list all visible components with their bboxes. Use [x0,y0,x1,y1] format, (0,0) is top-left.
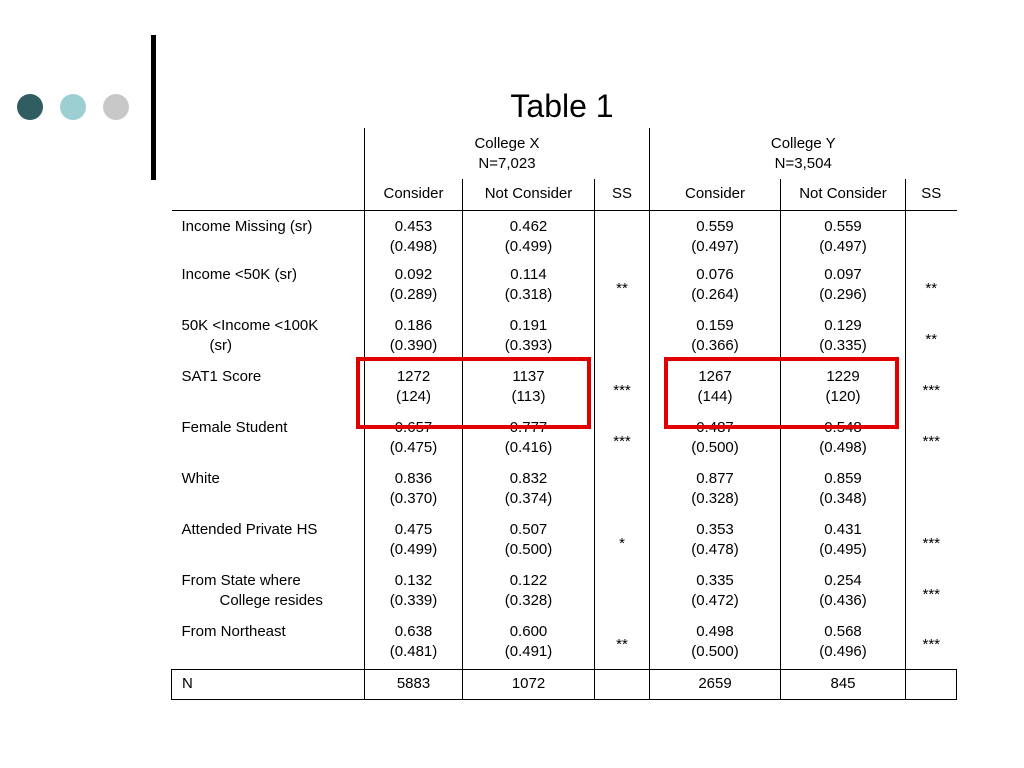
y-not-consider-value: 1229 [826,368,860,385]
row-label [172,312,365,363]
row-label-line1: White [181,470,220,487]
college-y-header [650,128,957,179]
y-not-consider-value: 0.254 [824,572,862,589]
row-label-line1: 50K <Income <100K [181,317,319,334]
y-consider-value: 0.159 [696,317,734,334]
cell-x-ss [595,567,650,618]
x-consider-value: 0.836 [394,470,433,487]
table-row [172,261,957,312]
x-not-consider-sd: (0.393) [504,337,553,354]
x-consider-value: 0.186 [394,317,433,334]
x-consider-value: 1272 [396,368,431,385]
x-consider-sd: (0.475) [389,439,438,456]
row-label-line1: Attended Private HS [181,521,318,538]
x-consider-sd: (0.499) [389,541,438,558]
cell-y-ss: ** [906,261,957,312]
cell-x-not-consider [463,465,595,516]
cell-y-consider [650,261,781,312]
cell-x-consider [365,465,463,516]
row-label-line1: Income Missing (sr) [181,217,313,235]
x-consider-sd: (0.339) [389,592,438,609]
x-not-consider-sd: (113) [511,388,546,405]
y-consider-value: 0.335 [696,572,734,589]
x-consider-value: 0.453 [394,217,433,235]
subheader-x-ss: SS [595,179,650,210]
x-consider-value: 0.092 [394,266,433,283]
subheader-y-not-consider: Not Consider [781,179,906,210]
row-label [172,465,365,516]
row-label [172,210,365,261]
y-consider-sd: (0.478) [691,541,739,558]
subheader-x-consider: Consider [365,179,463,210]
x-not-consider-value: 1137 [512,368,545,385]
x-not-consider-value: 0.122 [509,572,548,589]
n-x-not-consider: 1072 [463,669,595,699]
cell-x-not-consider [463,618,595,669]
cell-x-consider [365,261,463,312]
x-consider-sd: (0.289) [389,286,438,303]
y-not-consider-sd: (0.495) [819,541,867,558]
x-not-consider-sd: (0.328) [504,592,553,609]
cell-y-ss: *** [906,414,957,465]
x-not-consider-sd: (0.491) [504,643,553,660]
cell-y-not-consider [781,567,906,618]
cell-x-not-consider [463,312,595,363]
y-consider-value: 0.076 [696,266,734,283]
row-label-line2: College resides [219,592,323,609]
subheader-x-not-consider: Not Consider [463,179,595,210]
y-consider-sd: (0.497) [691,237,739,255]
cell-x-consider [365,312,463,363]
y-not-consider-sd: (0.496) [819,643,867,660]
x-consider-sd: (0.481) [389,643,438,660]
row-label [172,261,365,312]
cell-y-not-consider [781,465,906,516]
college-y-name: College Y [770,135,836,152]
row-label [172,618,365,669]
cell-y-not-consider [781,312,906,363]
row-label-line1: From Northeast [181,623,286,640]
y-not-consider-value: 0.431 [824,521,862,538]
x-consider-sd: (124) [395,388,432,405]
x-not-consider-sd: (0.416) [504,439,553,456]
cell-y-not-consider [781,261,906,312]
subheader-y-consider: Consider [650,179,781,210]
cell-x-not-consider [463,261,595,312]
x-consider-sd: (0.370) [389,490,438,507]
n-x-consider: 5883 [365,669,463,699]
cell-y-ss: *** [906,516,957,567]
college-x-header [365,128,650,179]
y-consider-value: 0.559 [696,217,734,235]
row-label [172,516,365,567]
highlight-box-college-x-sat [356,357,591,429]
y-not-consider-sd: (120) [825,388,861,405]
cell-x-ss: *** [595,363,650,414]
table-row [172,210,957,261]
x-consider-value: 0.638 [394,623,433,640]
x-not-consider-sd: (0.318) [504,286,553,303]
y-not-consider-value: 0.097 [824,266,862,283]
y-consider-sd: (0.472) [691,592,739,609]
row-label-line1: From State where [181,572,301,589]
y-consider-sd: (0.264) [691,286,739,303]
cell-y-consider [650,567,781,618]
y-consider-value: 0.353 [696,521,734,538]
y-consider-value: 1267 [698,368,732,385]
cell-x-consider [365,210,463,261]
y-not-consider-value: 0.548 [824,419,862,436]
row-label [172,567,365,618]
x-not-consider-value: 0.114 [510,266,547,283]
table-row-n [172,669,957,699]
cell-y-consider [650,312,781,363]
cell-x-ss: ** [595,261,650,312]
header-row-college [172,128,957,179]
y-not-consider-value: 0.559 [824,217,862,235]
cell-x-not-consider [463,516,595,567]
cell-x-ss: * [595,516,650,567]
y-consider-value: 0.498 [696,623,734,640]
cell-x-ss [595,465,650,516]
cell-x-consider [365,618,463,669]
cell-x-not-consider [463,210,595,261]
y-not-consider-sd: (0.436) [819,592,867,609]
cell-y-not-consider [781,516,906,567]
n-y-ss [906,669,957,699]
cell-y-ss: *** [906,618,957,669]
college-x-n: N=7,023 [478,155,536,172]
y-consider-sd: (0.328) [691,490,739,507]
y-not-consider-sd: (0.497) [819,237,867,255]
highlight-box-college-y-sat [664,357,899,429]
x-not-consider-value: 0.832 [509,470,548,487]
cell-x-ss: *** [595,414,650,465]
y-not-consider-sd: (0.296) [819,286,867,303]
row-label-line1: Income <50K (sr) [181,266,297,283]
x-not-consider-sd: (0.374) [504,490,553,507]
x-consider-value: 0.475 [394,521,433,538]
row-label-line1: Female Student [181,419,288,436]
table-row [172,312,957,363]
row-label [172,414,365,465]
row-label [172,363,365,414]
subheader-y-ss: SS [906,179,957,210]
y-consider-value: 0.877 [696,470,734,487]
cell-y-not-consider [781,618,906,669]
header-row-sub [172,179,957,210]
n-x-ss [595,669,650,699]
x-not-consider-value: 0.600 [509,623,548,640]
college-x-name: College X [474,135,540,152]
x-not-consider-value: 0.462 [509,217,548,235]
y-consider-sd: (0.366) [691,337,739,354]
cell-y-not-consider [781,210,906,261]
y-not-consider-value: 0.129 [824,317,862,334]
row-label-line1: SAT1 Score [181,368,262,385]
y-not-consider-sd: (0.335) [819,337,867,354]
y-consider-value: 0.487 [696,419,734,436]
table-row [172,465,957,516]
cell-x-consider [365,567,463,618]
x-consider-value: 0.657 [394,419,433,436]
cell-y-consider [650,465,781,516]
n-y-not-consider: 845 [781,669,906,699]
x-not-consider-value: 0.507 [509,521,548,538]
cell-y-ss [906,465,957,516]
cell-y-consider [650,210,781,261]
n-y-consider: 2659 [650,669,781,699]
y-not-consider-sd: (0.348) [819,490,867,507]
y-not-consider-sd: (0.498) [819,439,867,456]
cell-x-ss: ** [595,618,650,669]
cell-x-consider [365,516,463,567]
y-not-consider-value: 0.568 [824,623,862,640]
cell-y-ss: ** [906,312,957,363]
cell-y-ss: *** [906,363,957,414]
row-label-line2: (sr) [209,337,232,354]
cell-y-consider [650,516,781,567]
table-row [172,618,957,669]
cell-x-ss [595,210,650,261]
y-consider-sd: (144) [697,388,733,405]
cell-y-ss [906,210,957,261]
cell-y-consider [650,618,781,669]
x-consider-sd: (0.390) [389,337,438,354]
x-consider-value: 0.132 [394,572,433,589]
cell-x-not-consider [463,567,595,618]
x-not-consider-sd: (0.499) [504,237,553,255]
cell-y-ss: *** [906,567,957,618]
slide-title: Table 1 [510,88,614,124]
cell-x-ss [595,312,650,363]
y-not-consider-value: 0.859 [824,470,862,487]
x-consider-sd: (0.498) [389,237,438,255]
college-y-n: N=3,504 [774,155,832,172]
table-row [172,516,957,567]
y-consider-sd: (0.500) [691,439,739,456]
x-not-consider-value: 0.777 [509,419,548,436]
x-not-consider-value: 0.191 [509,317,548,334]
n-label: N [172,669,365,699]
table-row [172,567,957,618]
x-not-consider-sd: (0.500) [504,541,553,558]
y-consider-sd: (0.500) [691,643,739,660]
